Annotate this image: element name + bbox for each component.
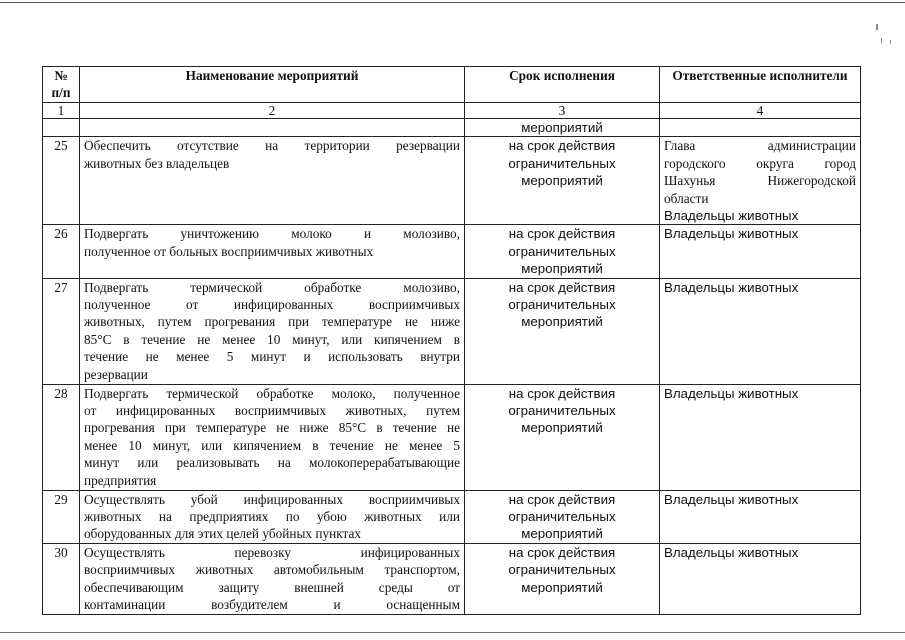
- measure-name: [80, 137, 465, 225]
- responsible-cell: [660, 137, 861, 225]
- header-num: № п/п: [43, 67, 80, 103]
- measure-name: [80, 543, 465, 614]
- scan-speck: [876, 24, 878, 30]
- term-line: ограничительных: [508, 297, 616, 313]
- measure-name-line: Осуществлять убой инфицированных восприимчивых: [84, 491, 460, 507]
- responsible-line: области: [664, 190, 709, 206]
- responsible-line: городского округа город: [664, 155, 856, 171]
- measure-name-line: полученное от инфицированных восприимчивых: [84, 297, 460, 313]
- measure-name-line: животных без владельцев: [84, 155, 230, 171]
- table-row: [43, 137, 861, 225]
- measure-name-line: обеспечивающим защиту внешней среды от: [84, 579, 460, 595]
- table-row: [43, 225, 861, 278]
- responsible-line: Владельцы животных: [664, 385, 799, 401]
- term-line: ограничительных: [508, 509, 616, 525]
- measure-name: [80, 384, 465, 490]
- scan-speck: [881, 38, 882, 43]
- term-line: ограничительных: [508, 403, 616, 419]
- measure-name-line: полученное от больных восприимчивых животных: [84, 243, 374, 259]
- scan-speck: [890, 40, 891, 44]
- colnum-3: 3: [465, 103, 660, 119]
- continuation-num: [43, 119, 80, 137]
- measure-name: [80, 225, 465, 278]
- term-line: на срок действия: [508, 385, 616, 401]
- term-cell: [465, 384, 660, 490]
- term-line: мероприятий: [521, 526, 603, 542]
- measure-name-line: 85°С в течение не менее 10 минут, или кипячением в: [84, 331, 460, 347]
- measure-name-line: контаминации возбудителем и оснащенным: [84, 597, 460, 613]
- row-number: 28: [43, 384, 80, 490]
- responsible-cell: [660, 490, 861, 543]
- colnum-2: 2: [80, 103, 465, 119]
- row-number: 25: [43, 137, 80, 225]
- term-line: мероприятий: [521, 261, 603, 277]
- measure-name-line: животных, путем прогревания при температуре не ниже: [84, 314, 460, 330]
- responsible-line: Владельцы животных: [664, 226, 799, 242]
- term-line: на срок действия: [508, 279, 616, 295]
- term-line: ограничительных: [508, 243, 616, 259]
- responsible-cell: [660, 278, 861, 384]
- term-cell: [465, 225, 660, 278]
- continuation-name: [80, 119, 465, 137]
- term-cell: [465, 137, 660, 225]
- term-line: мероприятий: [521, 173, 603, 189]
- responsible-line: Глава администрации: [664, 138, 856, 154]
- header-name: Наименование мероприятий: [80, 67, 465, 103]
- measure-name: [80, 278, 465, 384]
- measure-name-line: от инфицированных восприимчивых животных, путем: [84, 403, 460, 419]
- measure-name-line: Подвергать уничтожению молоко и молозиво,: [84, 226, 460, 242]
- term-line: на срок действия: [508, 226, 616, 242]
- table-row: [43, 278, 861, 384]
- responsible-cell: [660, 543, 861, 614]
- measure-name-line: течение не менее 5 минут и использовать внутри: [84, 349, 460, 365]
- measure-name-line: минут или реализовывать на молокоперерабатывающие: [84, 455, 460, 471]
- term-line: на срок действия: [508, 544, 616, 560]
- term-line: на срок действия: [508, 491, 616, 507]
- responsible-cell: [660, 225, 861, 278]
- continuation-row: [43, 119, 861, 137]
- measure-name-line: Осуществлять перевозку инфицированных: [84, 544, 460, 560]
- measure-name-line: оборудованных для этих целей убойных пунктах: [84, 526, 362, 542]
- row-number: 30: [43, 543, 80, 614]
- term-line: мероприятий: [521, 579, 603, 595]
- responsible-line: Владельцы животных: [664, 491, 799, 507]
- term-line: мероприятий: [521, 314, 603, 330]
- scan-bottom-edge-line: [0, 632, 905, 633]
- measure-name-line: менее 10 минут, или кипячением в течение не менее 5: [84, 437, 460, 453]
- term-line: ограничительных: [508, 155, 616, 171]
- measure-name-line: восприимчивых животных автомобильным транспортом,: [84, 562, 460, 578]
- measure-name-line: резервации: [84, 366, 148, 382]
- measure-name: [80, 490, 465, 543]
- term-cell: [465, 278, 660, 384]
- term-line: ограничительных: [508, 562, 616, 578]
- responsible-cell: [660, 384, 861, 490]
- responsible-line: Владельцы животных: [664, 544, 799, 560]
- term-cell: [465, 490, 660, 543]
- table-row: [43, 384, 861, 490]
- column-number-row: [43, 103, 861, 119]
- measure-name-line: предприятия: [84, 472, 157, 488]
- header-responsible: Ответственные исполнители: [660, 67, 861, 103]
- scan-top-edge-line: [0, 2, 905, 3]
- responsible-line: Владельцы животных: [664, 208, 799, 224]
- header-term: Срок исполнения: [465, 67, 660, 103]
- measures-table: [42, 66, 861, 615]
- table-row: [43, 543, 861, 614]
- measure-name-line: Подвергать термической обработке молоко, полученное: [84, 385, 460, 401]
- measure-name-line: Подвергать термической обработке молозиво,: [84, 279, 460, 295]
- responsible-line: Владельцы животных: [664, 279, 799, 295]
- header-row: [43, 67, 861, 103]
- term-line: мероприятий: [521, 420, 603, 436]
- measure-name-line: прогревания при температуре не ниже 85°С в течение не: [84, 420, 460, 436]
- row-number: 29: [43, 490, 80, 543]
- continuation-term: мероприятий: [465, 119, 660, 137]
- row-number: 27: [43, 278, 80, 384]
- term-cell: [465, 543, 660, 614]
- colnum-4: 4: [660, 103, 861, 119]
- colnum-1: 1: [43, 103, 80, 119]
- responsible-line: Шахунья Нижегородской: [664, 173, 856, 189]
- table-row: [43, 490, 861, 543]
- term-line: на срок действия: [508, 138, 616, 154]
- measure-name-line: животных на предприятиях по убою животных или: [84, 509, 460, 525]
- row-number: 26: [43, 225, 80, 278]
- measure-name-line: Обеспечить отсутствие на территории резервации: [84, 138, 460, 154]
- continuation-resp: [660, 119, 861, 137]
